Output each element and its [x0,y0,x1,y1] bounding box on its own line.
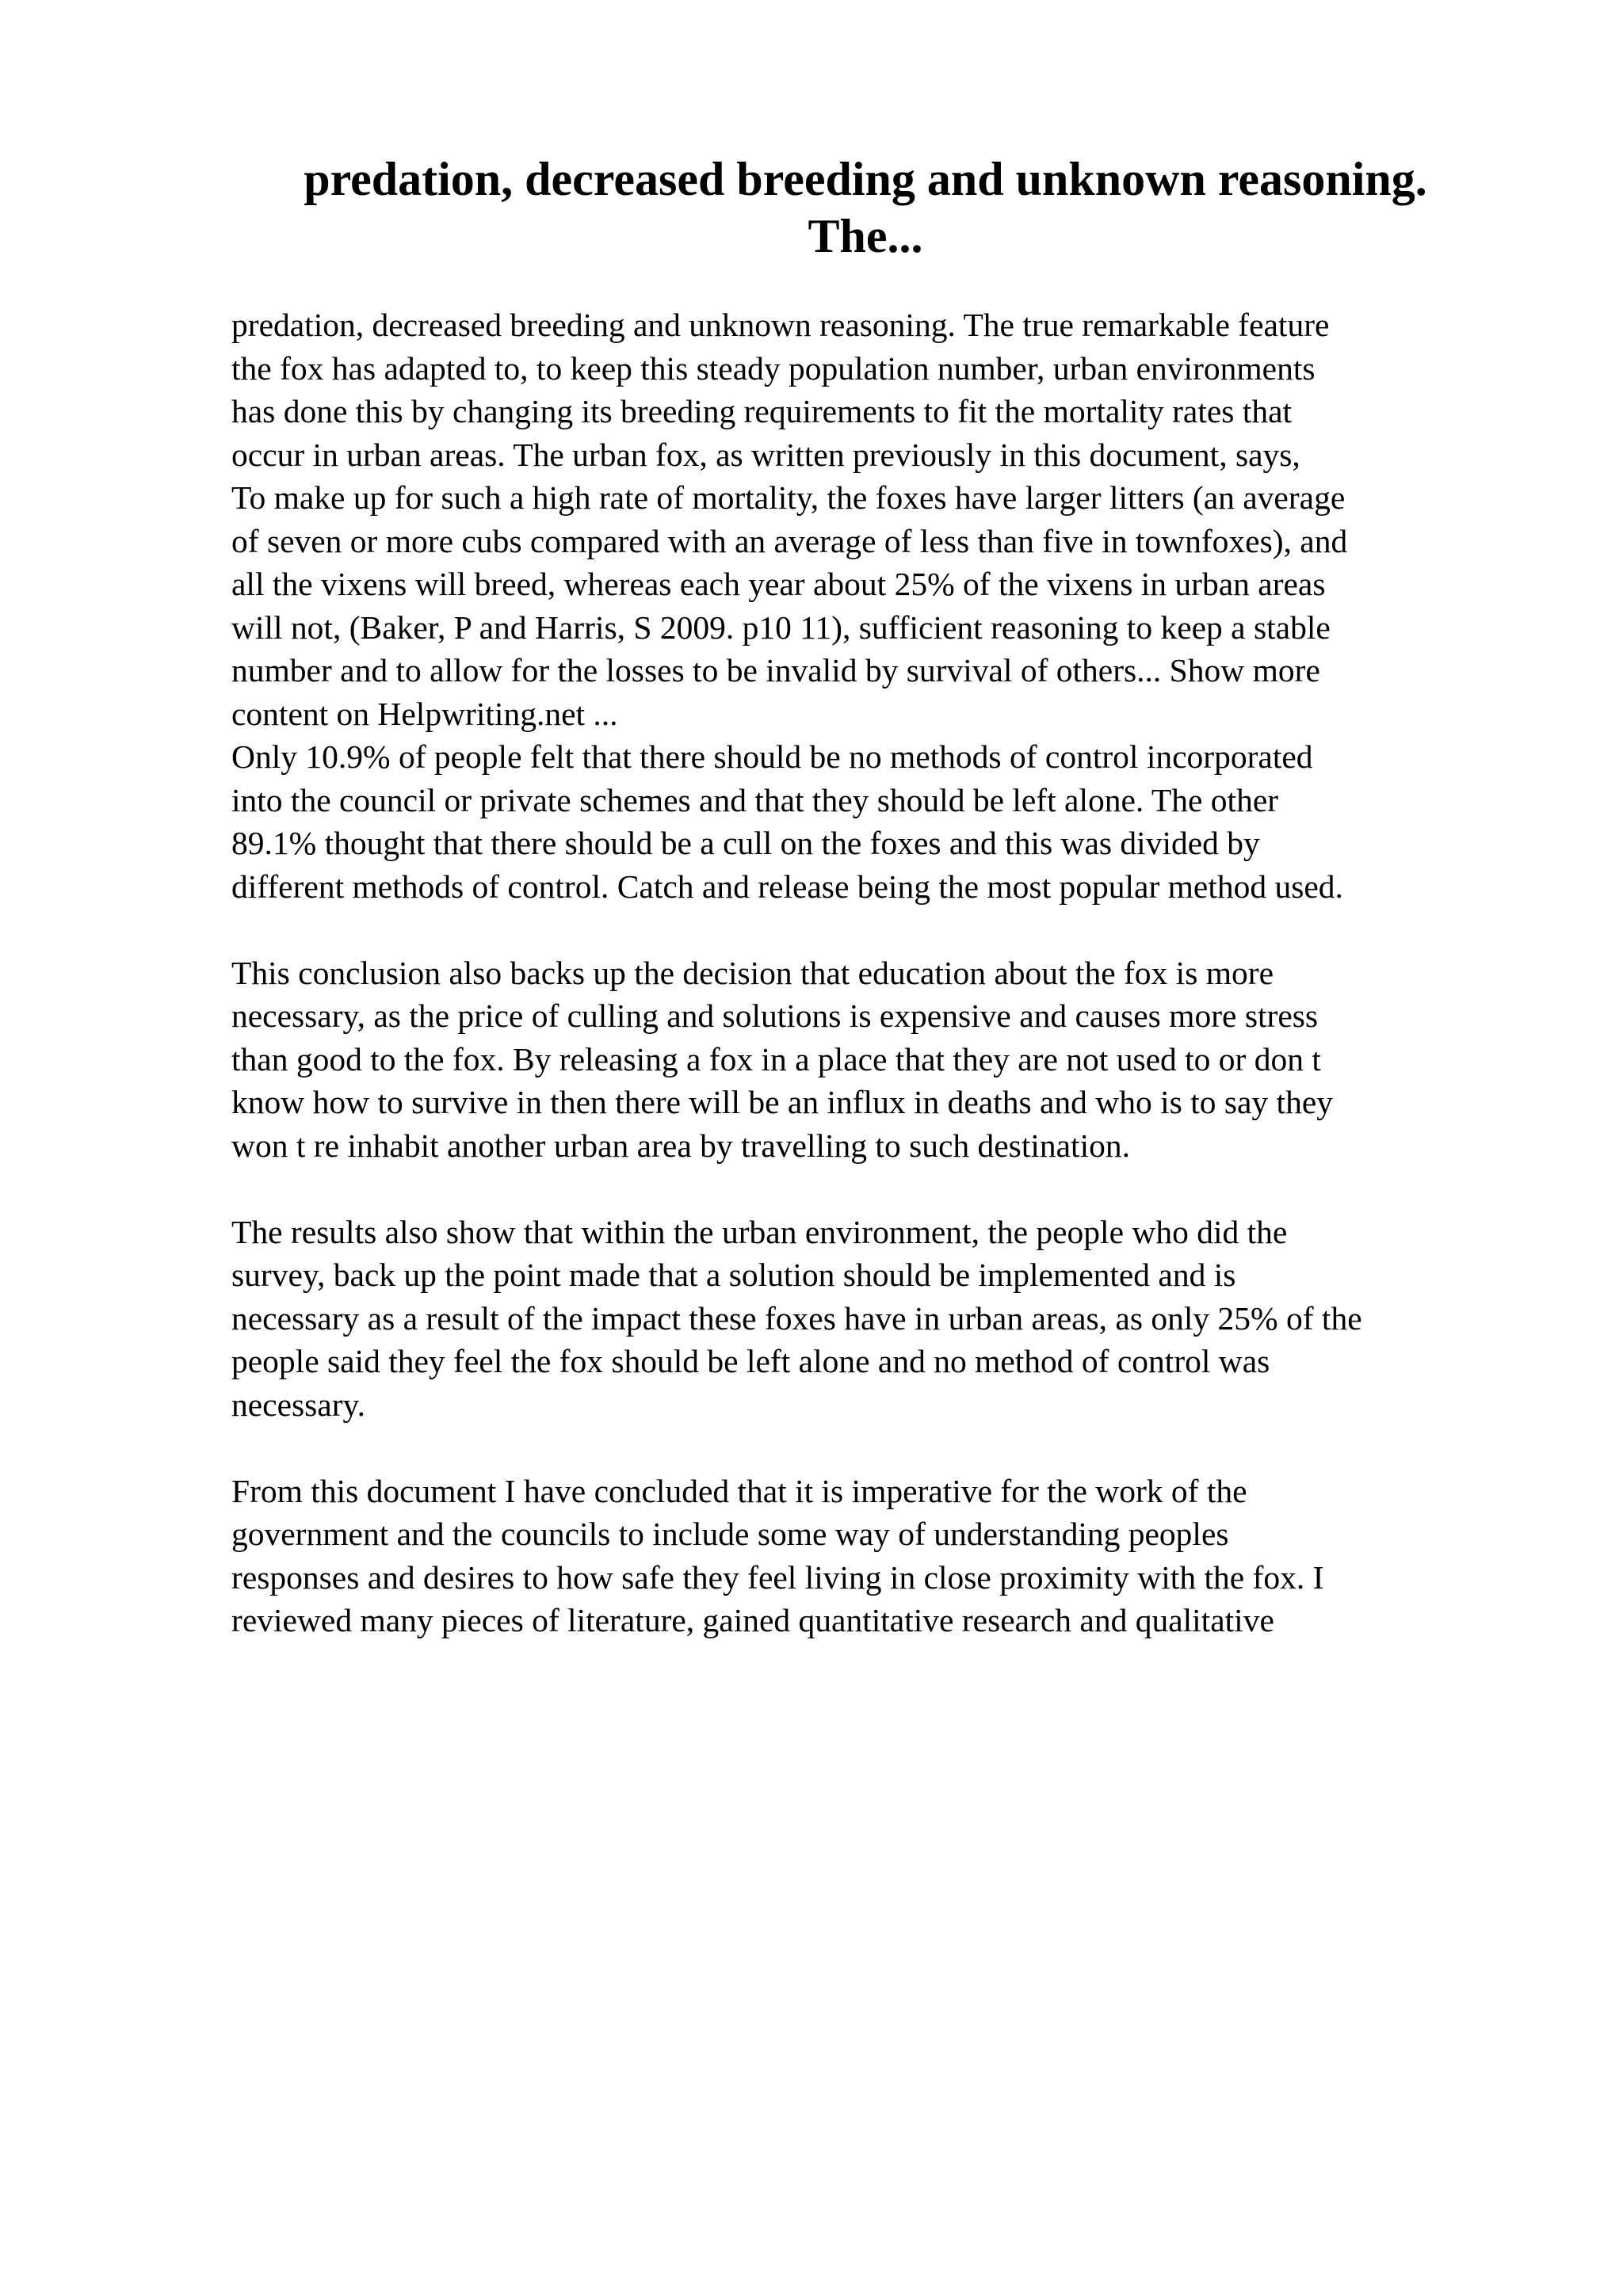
text-line: of seven or more cubs compared with an average of less than five in townfoxes), and [231,522,1348,559]
title-line: predation, decreased breeding and unknown reasoning. [304,153,1427,205]
title-line: The... [808,210,923,262]
paragraph-3 [231,1211,1539,1427]
text-line: reviewed many pieces of literature, gained quantitative research and qualitative [231,1602,1274,1638]
text-line: know how to survive in then there will be an influx in deaths and who is to say they [231,1084,1334,1120]
text-line: necessary, as the price of culling and solutions is expensive and causes more stress [231,997,1319,1034]
text-line: content on Helpwriting.net ... [231,695,618,732]
text-line: To make up for such a high rate of mortality, the foxes have larger litters (an average [231,479,1346,516]
text-line: This conclusion also backs up the decision that education about the fox is more [231,954,1274,991]
text-line: predation, decreased breeding and unknown reasoning. The true remarkable feature [231,307,1330,343]
text-line: the fox has adapted to, to keep this steady population number, urban environments [231,349,1316,387]
text-line: number and to allow for the losses to be invalid by survival of others... Show more [231,652,1320,688]
text-line: survey, back up the point made that a solution should be implemented and is [231,1257,1236,1293]
text-line: From this document I have concluded that it is imperative for the work of the [231,1472,1247,1509]
paragraph-1 [231,303,1539,908]
text-line: 89.1% thought that there should be a cull on the foxes and this was divided by [231,825,1260,861]
text-line: different methods of control. Catch and release being the most popular method used. [231,868,1343,905]
paragraph-4 [231,1470,1539,1642]
text-line: necessary as a result of the impact these foxes have in urban areas, as only 25% of the [231,1299,1362,1337]
document-body [231,303,1539,1642]
text-line: government and the councils to include some way of understanding peoples [231,1516,1229,1552]
text-line: into the council or private schemes and that they should be left alone. The other [231,781,1279,818]
text-line: The results also show that within the urban environment, the people who did the [231,1213,1288,1250]
text-line: necessary. [231,1386,365,1423]
text-line: people said they feel the fox should be left alone and no method of control was [231,1343,1270,1379]
text-line: than good to the fox. By releasing a fox in a place that they are not used to or don t [231,1040,1321,1077]
text-line: Only 10.9% of people felt that there should be no methods of control incorporated [231,738,1313,775]
text-line: all the vixens will breed, whereas each year about 25% of the vixens in urban areas [231,566,1326,602]
text-line: responses and desires to how safe they feel living in close proximity with the fox. I [231,1558,1324,1596]
page-title [231,151,1499,265]
text-line: occur in urban areas. The urban fox, as written previously in this document, says, [231,436,1300,473]
text-line: will not, (Baker, P and Harris, S 2009. p10 11), sufficient reasoning to keep a stable [231,608,1331,646]
text-line: has done this by changing its breeding requirements to fit the mortality rates that [231,393,1293,429]
paragraph-2 [231,952,1539,1168]
text-line: won t re inhabit another urban area by travelling to such destination. [231,1127,1130,1164]
